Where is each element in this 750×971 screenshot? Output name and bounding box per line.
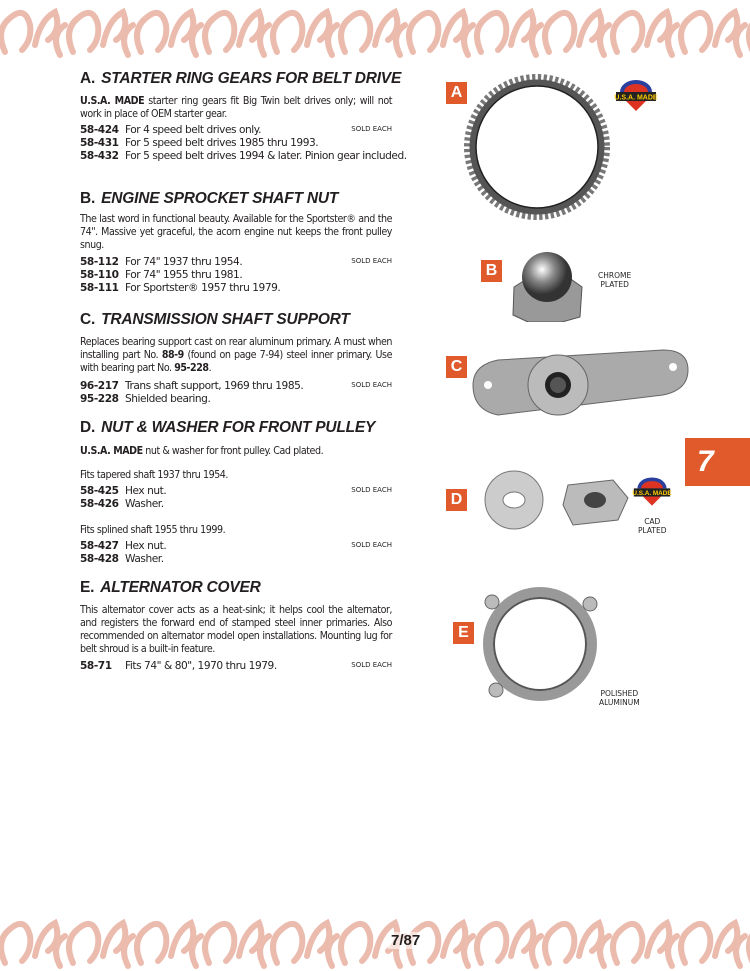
part-row: 58-424 For 4 speed belt drives only. SOLD EACH — [80, 124, 392, 136]
section-e-description: This alternator cover acts as a heat-sink; it helps cool the alternator, and registers the forward end of stamped steel inner primaries. Also recommended on alternator model open installations. Mounting lug for belt shroud is a built-in feature. — [80, 604, 392, 655]
image-label-b: B — [481, 260, 502, 282]
section-d-heading: D. NUT & WASHER FOR FRONT PULLEY — [80, 419, 376, 436]
part-row: 58-427 Hex nut. SOLD EACH — [80, 540, 392, 552]
section-d-description: U.S.A. MADE nut & washer for front pulley. Cad plated. — [80, 445, 324, 457]
section-a-description: U.S.A. MADE starter ring gears fit Big Twin belt drives only; will not work in place of OEM starter gear. — [80, 95, 392, 120]
flame-border-bottom — [0, 911, 750, 971]
caption-chrome-plated: CHROME PLATED — [598, 271, 632, 289]
page-number: 7/87 — [388, 932, 423, 949]
caption-cad-plated: CAD PLATED — [638, 517, 667, 535]
acorn-nut-image — [510, 247, 585, 322]
usa-made-badge — [632, 477, 672, 507]
section-c-heading: C. TRANSMISSION SHAFT SUPPORT — [80, 311, 350, 328]
section-d-subheading-splined: Fits splined shaft 1955 thru 1999. — [80, 524, 226, 536]
chapter-tab: 7 — [685, 438, 750, 486]
svg-text:U.S.A. MADE: U.S.A. MADE — [632, 490, 672, 498]
section-b-description: The last word in functional beauty. Available for the Sportster® and the 74". Massive yet graceful, the acorn engine nut keeps the front pulley snug. — [80, 213, 392, 251]
part-row: 58-112 For 74" 1937 thru 1954. SOLD EACH — [80, 256, 392, 268]
starter-ring-gear-image — [462, 72, 612, 222]
trans-shaft-support-image — [468, 345, 693, 425]
part-row: 58-71 Fits 74" & 80", 1970 thru 1979. SOLD EACH — [80, 660, 392, 672]
image-label-c: C — [446, 356, 467, 378]
part-row: 95-228 Shielded bearing. — [80, 393, 211, 405]
part-row: 58-111 For Sportster® 1957 thru 1979. — [80, 282, 281, 294]
part-row: 58-431 For 5 speed belt drives 1985 thru 1993. — [80, 137, 319, 149]
image-label-a: A — [446, 82, 467, 104]
flame-border-top — [0, 0, 750, 60]
part-row: 58-432 For 5 speed belt drives 1994 & later. Pinion gear included. — [80, 150, 407, 162]
section-e-heading: E. ALTERNATOR COVER — [80, 579, 261, 596]
svg-text:U.S.A. MADE: U.S.A. MADE — [614, 94, 658, 102]
part-row: 96-217 Trans shaft support, 1969 thru 1985. SOLD EACH — [80, 380, 392, 392]
section-a-heading: A. STARTER RING GEARS FOR BELT DRIVE — [80, 70, 402, 87]
usa-made-badge — [614, 80, 658, 112]
part-row: 58-428 Washer. — [80, 553, 164, 565]
section-b-heading: B. ENGINE SPROCKET SHAFT NUT — [80, 190, 339, 207]
image-label-e: E — [453, 622, 474, 644]
alternator-cover-image — [478, 582, 603, 707]
section-d-subheading-tapered: Fits tapered shaft 1937 thru 1954. — [80, 469, 228, 481]
part-row: 58-110 For 74" 1955 thru 1981. — [80, 269, 243, 281]
washer-and-hex-nut-image — [478, 470, 638, 530]
part-row: 58-426 Washer. — [80, 498, 164, 510]
caption-polished-aluminum: POLISHED ALUMINUM — [599, 689, 640, 707]
section-c-description: Replaces bearing support cast on rear aluminum primary. A must when installing part No. 88-9 (found on page 7-94) steel inner primary. Use with bearing part No. 95-228. — [80, 336, 392, 374]
part-row: 58-425 Hex nut. SOLD EACH — [80, 485, 392, 497]
image-label-d: D — [446, 489, 467, 511]
